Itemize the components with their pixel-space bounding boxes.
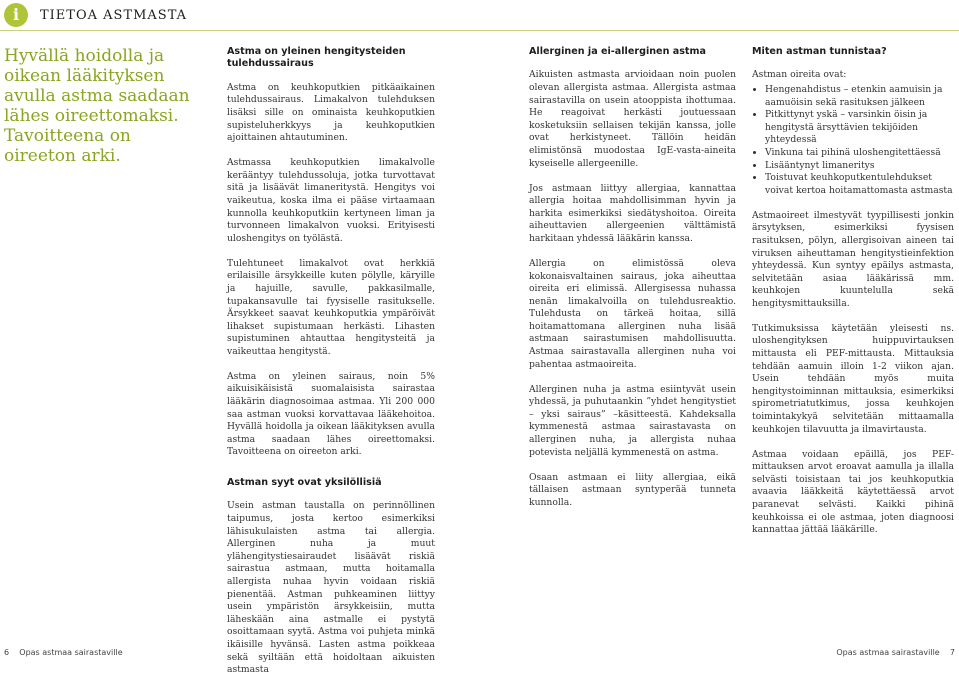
list-item: • Lisääntynyt limaneritys	[765, 160, 954, 173]
footer-title: Opas astmaa sairastaville	[836, 648, 940, 657]
column-3	[752, 46, 954, 549]
list-item: • Hengenahdistus – etenkin aamuisin ja aamuöisin sekä rasituksen jälkeen	[765, 84, 954, 109]
paragraph: Astma on yleinen sairaus, noin 5% aikuisikäisistä suomalaisista sairastaa lääkärin diagnosoimaa astmaa. Yli 200 000 saa astman vuoksi korvattavaa lääkehoitoa. Hyvällä hoidolla ja oikean lääkityksen avulla astma saadaan lähes oireettomaksi. Tavoitteena on oireeton arki.	[227, 370, 435, 458]
list-item: • Vinkuna tai pihinä uloshengitettäessä	[765, 147, 954, 160]
paragraph: Astmaoireet ilmestyvät tyypillisesti jonkin ärsytyksen, esimerkiksi fyysisen rasituksen, pölyn, allergisoivan aineen tai viruksen aiheuttaman hengitystieinfektion yhteydessä. Kun syntyy epäilys astmasta, selvitetään asiaa lääkärissä mm. keuhkojen kuuntelulla sekä hengitysmittauksilla.	[752, 209, 954, 309]
paragraph: Tutkimuksissa käytetään yleisesti ns. uloshengityksen huippuvirtauksen mittausta eli PEF-mittausta. Mittauksia tehdään aamuin illoin 1-2 viikon ajan. Usein tehdään myös muita hengitystoiminnan mittauksia, esimerkiksi spirometriatutkimus, jossa keuhkojen toimintakykyä selvitetään mittaamalla keuhkojen tilavuutta ja ilmavirtausta.	[752, 322, 954, 435]
footer-right	[836, 648, 955, 657]
heading-astma-yleinen: Astma on yleinen hengitysteiden tulehdussairaus	[227, 46, 406, 70]
list-item: • Pitkittynyt yskä – varsinkin öisin ja hengitystä ärsyttävien tekijöiden yhteydessä	[765, 109, 954, 147]
paragraph: Astma on keuhkoputkien pitkäaikainen tulehdussairaus. Limakalvon tulehduksen lisäksi sille on ominaista keuhkoputkien supisteluherkkyys ja keuhkoputkien ajoittainen ahtautuminen.	[227, 81, 435, 144]
paragraph: Allerginen nuha ja astma esiintyvät usein yhdessä, ja puhutaankin ”yhdet hengitystiet – yksi sairaus” –käsitteestä. Kahdeksalla kymmenestä astmaa sairastavasta on allerginen nuha, ja allergista nuhaa potevista neljällä kymmenestä on astma.	[529, 383, 736, 458]
footer-left	[4, 648, 123, 657]
paragraph: Jos astmaan liittyy allergiaa, kannattaa allergia hoitaa mahdollisimman hyvin ja harkita esimerkiksi siedätyshoitoa. Oireita aiheuttavien allergeenien välttämistä harkitaan yhdessä lääkärin kanssa.	[529, 182, 736, 244]
symptoms-intro: Astman oireita ovat:	[752, 69, 847, 81]
page-number: 7	[949, 648, 955, 657]
info-icon: i	[4, 3, 28, 27]
paragraph: Osaan astmaan ei liity allergiaa, eikä tällaisen astmaan syntyperää tunneta kunnolla.	[529, 471, 736, 508]
page-number: 6	[4, 648, 10, 657]
header-divider	[0, 30, 959, 31]
heading-astman-syyt: Astman syyt ovat yksilöllisiä	[227, 477, 382, 489]
section-title: TIETOA ASTMASTA	[40, 8, 188, 23]
heading-allerginen-astma: Allerginen ja ei-allerginen astma	[529, 46, 706, 57]
paragraph: Aikuisten astmasta arvioidaan noin puolen olevan allergista astmaa. Allergista astmaa sairastavilla on usein atooppista ihottumaa. He reagoivat herkästi joutuessaan kosketuksiin sellaisen tekijän kanssa, jolle ovat herkistyneet. Tällöin heidän elimistönsä muodostaa IgE-vasta-aineita kyseiselle allergeenille.	[529, 69, 736, 169]
paragraph: Allergia on elimistössä oleva kokonaisvaltainen sairaus, joka aiheuttaa oireita eri elimissä. Allergisessa nuhassa nenän limakalvoilla on tulehdusreaktio. Tulehdusta on tärkeä hoitaa, sillä hoitamattomana allerginen nuha lisää astmaan sairastumisen mahdollisuutta. Astmaa sairastavalla allerginen nuha voi pahentaa astmaoireita.	[529, 257, 736, 370]
paragraph: Astmassa keuhkoputkien limakalvolle kerääntyy tulehdussoluja, jotka turvottavat sitä ja lisäävät limaneritystä. Hengitys voi vaikeutua, koska ilma ei pääse virtaamaan kunnolla keuhkoputkiin kertyneen liman ja turvonneen limakalvon vuoksi. Erityisesti uloshengitys on työlästä.	[227, 157, 435, 244]
paragraph: Tulehtuneet limakalvot ovat herkkiä erilaisille ärsykkeille kuten pölylle, käryille ja hajuille, savulle, pakkasilmalle, tupakansavulle tai fyysiselle rasitukselle. Ärsykkeet saavat keuhkoputkia ympäröivät lihakset supistumaan herkästi. Lihasten supistuminen ahtauttaa hengitysteitä ja vaikeuttaa hengitystä.	[227, 257, 435, 357]
paragraph: Astmaa voidaan epäillä, jos PEF-mittauksen arvot eroavat aamulla ja illalla selvästi toisistaan tai jos keuhkoputkia avaavia lääkkeitä käytettäessä arvot paranevat selvästi. Kaikki pihinä keuhkoissa ei ole astmaa, joten diagnoosi kannattaa jättää lääkärille.	[752, 448, 954, 536]
paragraph: Usein astman taustalla on perinnöllinen taipumus, josta kertoo esimerkiksi lähisukulaisten astma tai allergia. Allerginen nuha ja muut ylähengitystiesairaudet lisäävät riskiä sairastua astmaan, mutta hoitamalla allergista nuhaa hyvin voidaan riskiä pienentää. Astman puhkeaminen liittyy usein ympäristön ärsykkeisiin, mutta läheskään aina astmalle ei pystytä osoittamaan syytä. Astma voi puhjeta minkä ikäisille hyvänsä. Lasten astma poikkeaa sekä syiltään että hoidoltaan aikuisten astmasta	[227, 500, 435, 676]
heading-tunnistaminen: Miten astman tunnistaa?	[752, 46, 887, 57]
footer-title: Opas astmaa sairastaville	[19, 648, 123, 657]
column-2	[529, 46, 736, 522]
column-1	[227, 46, 435, 689]
list-item: • Toistuvat keuhkoputkentulehdukset voivat kertoa hoitamattomasta astmasta	[765, 172, 954, 197]
pull-quote: Hyvällä hoidolla ja oikean lääkityksen avulla astma saadaan lähes oireettomaksi. Tavoitteena on oireeton arki.	[4, 46, 190, 166]
symptom-list	[752, 84, 954, 197]
